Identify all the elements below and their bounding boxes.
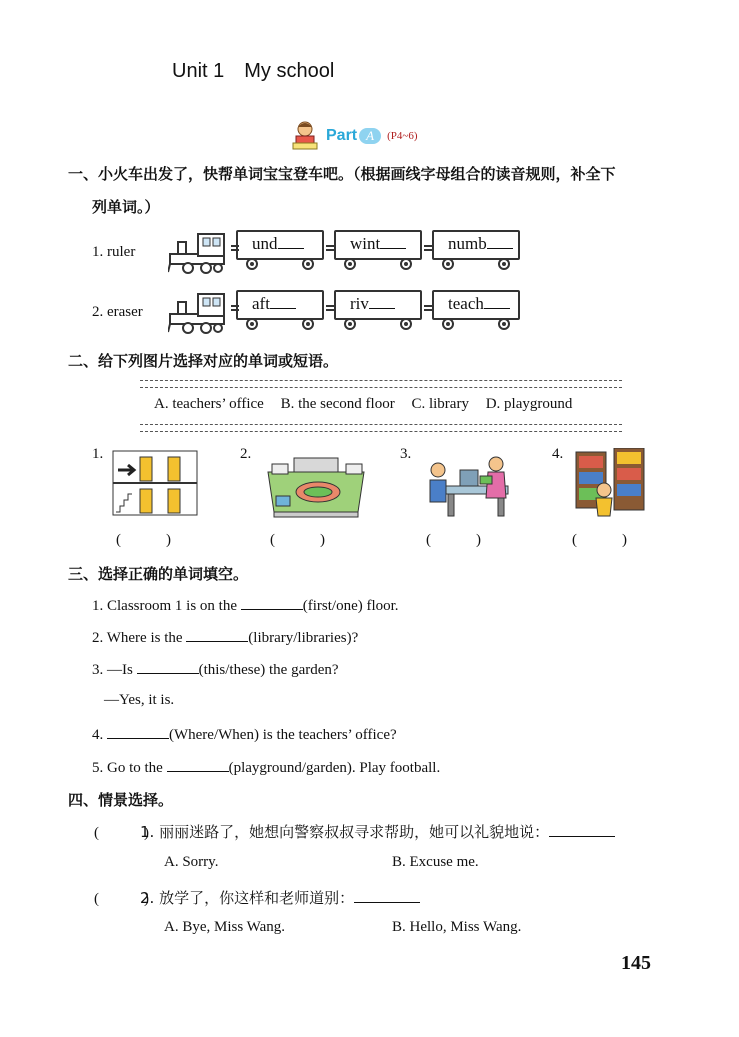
wheel-icon [400, 258, 412, 270]
fill-blank[interactable] [137, 659, 199, 674]
car-word-stem: aft [252, 294, 270, 313]
train-car [334, 290, 422, 320]
answer-paren[interactable]: ( ) [426, 532, 481, 548]
part-label: Part [326, 127, 358, 144]
border-bottom [140, 424, 622, 432]
situation-1: 1. 丽丽迷路了，她想向警察叔叔寻求帮助，她可以礼貌地说： [140, 821, 615, 842]
options-box [140, 380, 622, 432]
fill-blank[interactable] [107, 724, 169, 739]
answer-3: —Yes, it is. [104, 692, 175, 708]
train-car [236, 230, 324, 260]
train-2-word: 2. eraser [92, 304, 143, 320]
question-5: 5. Go to the (playground/garden). Play football. [92, 757, 440, 777]
picture-4-number: 4. [552, 446, 564, 462]
reading-child-icon [288, 119, 322, 153]
answer-paren[interactable]: ( ) [94, 825, 149, 841]
wheel-icon [246, 318, 258, 330]
car-blank[interactable] [380, 234, 406, 249]
library-picture [574, 448, 646, 522]
unit-number: Unit 1 [172, 60, 225, 82]
choice-b[interactable]: B. Hello, Miss Wang. [392, 919, 522, 935]
train-car [236, 290, 324, 320]
page-number: 145 [621, 952, 651, 974]
picture-3-number: 3. [400, 446, 412, 462]
border-top [140, 380, 622, 388]
car-blank[interactable] [270, 294, 296, 309]
picture-1-number: 1. [92, 446, 104, 462]
wheel-icon [400, 318, 412, 330]
part-badge [288, 116, 418, 156]
unit-title [172, 60, 334, 83]
choice-a[interactable]: A. Sorry. [164, 854, 219, 870]
playground-picture [264, 454, 368, 518]
choice-b[interactable]: B. Excuse me. [392, 854, 479, 870]
option-a: A. teachers’ office [154, 396, 264, 412]
option-list [154, 396, 572, 413]
section-4-title: 四、情景选择。 [68, 791, 174, 809]
car-blank[interactable] [278, 234, 304, 249]
option-d: D. playground [485, 396, 573, 412]
fill-blank[interactable] [354, 888, 420, 903]
train-car [432, 230, 520, 260]
coupler [326, 305, 334, 311]
answer-paren[interactable]: ( ) [572, 532, 627, 548]
wheel-icon [498, 258, 510, 270]
wheel-icon [302, 318, 314, 330]
locomotive-icon [168, 228, 232, 274]
fill-blank[interactable] [549, 822, 615, 837]
wheel-icon [498, 318, 510, 330]
wheel-icon [344, 318, 356, 330]
unit-name: My school [244, 60, 335, 82]
wheel-icon [246, 258, 258, 270]
train-1-word: 1. ruler [92, 244, 136, 260]
section-2-title: 二、给下列图片选择对应的单词或短语。 [68, 352, 339, 370]
coupler [424, 305, 432, 311]
question-1: 1. Classroom 1 is on the (first/one) floor. [92, 595, 399, 615]
fill-blank[interactable] [241, 595, 303, 610]
question-3: 3. —Is (this/these) the garden? [92, 659, 339, 679]
car-word-stem: teach [448, 294, 484, 313]
option-c: C. library [411, 396, 469, 412]
section-1-title: 一、小火车出发了，快帮单词宝宝登车吧。（根据画线字母组合的读音规则，补全下 [68, 165, 616, 183]
car-word-stem: wint [350, 234, 381, 253]
car-word-stem: riv [350, 294, 369, 313]
train-car [334, 230, 422, 260]
car-blank[interactable] [484, 294, 510, 309]
second-floor-picture [112, 450, 198, 516]
option-b: B. the second floor [280, 396, 395, 412]
car-blank[interactable] [369, 294, 395, 309]
train-car [432, 290, 520, 320]
part-pages: (P4~6) [387, 130, 418, 142]
teachers-office-picture [424, 452, 518, 520]
section-3-title: 三、选择正确的单词填空。 [68, 565, 249, 583]
wheel-icon [302, 258, 314, 270]
fill-blank[interactable] [186, 627, 248, 642]
locomotive-icon [168, 288, 232, 334]
part-letter: A [359, 128, 381, 144]
section-1-title-cont: 列单词。） [92, 198, 160, 216]
coupler [424, 245, 432, 251]
picture-2-number: 2. [240, 446, 252, 462]
coupler [326, 245, 334, 251]
wheel-icon [442, 258, 454, 270]
question-2: 2. Where is the (library/libraries)? [92, 627, 358, 647]
car-word-stem: numb [448, 234, 487, 253]
fill-blank[interactable] [167, 757, 229, 772]
wheel-icon [344, 258, 356, 270]
car-word-stem: und [252, 234, 278, 253]
answer-paren[interactable]: ( ) [94, 891, 149, 907]
car-blank[interactable] [487, 234, 513, 249]
answer-paren[interactable]: ( ) [116, 532, 171, 548]
answer-paren[interactable]: ( ) [270, 532, 325, 548]
choice-a[interactable]: A. Bye, Miss Wang. [164, 919, 286, 935]
question-4: 4. (Where/When) is the teachers’ office? [92, 724, 397, 744]
situation-2: 2. 放学了，你这样和老师道别： [140, 887, 420, 908]
wheel-icon [442, 318, 454, 330]
